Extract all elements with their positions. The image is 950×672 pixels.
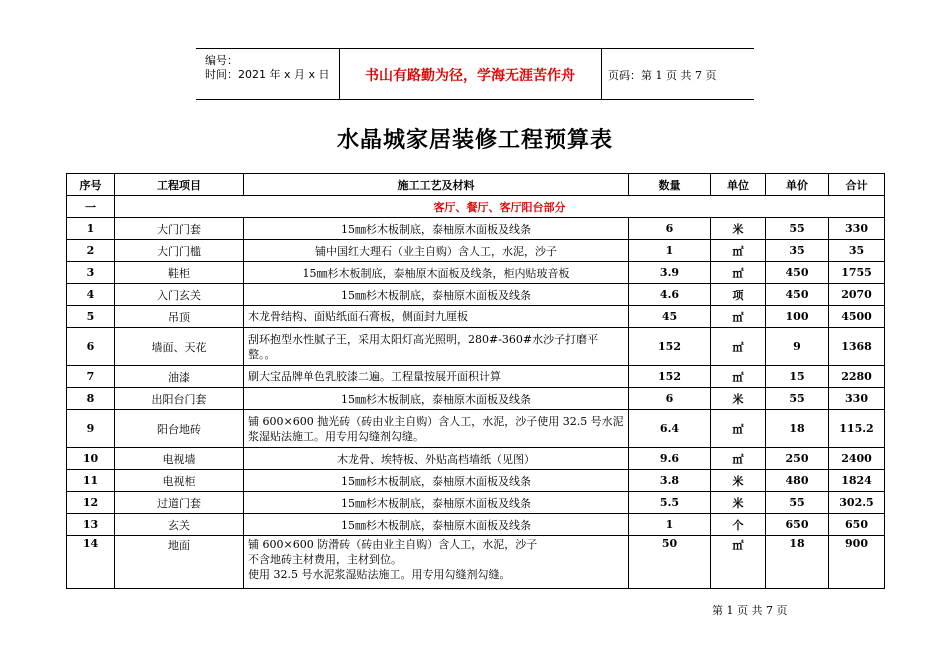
document-date: 时间：2021 年 x 月 x 日 (205, 68, 330, 81)
row-total: 4500 (829, 306, 885, 328)
row-unit-price: 450 (766, 284, 829, 306)
row-total: 900 (829, 536, 885, 589)
row-number: 4 (67, 284, 115, 306)
row-process: 15㎜杉木板制底，泰柚原木面板及线条 (244, 388, 629, 410)
column-header: 序号 (67, 174, 115, 196)
row-process: 15㎜杉木板制底，泰柚原木面板及线条，柜内贴玻音板 (244, 262, 629, 284)
row-process: 刷大宝品牌单色乳胶漆二遍。工程量按展开面积计算 (244, 366, 629, 388)
row-quantity: 9.6 (629, 448, 711, 470)
row-unit: ㎡ (711, 262, 766, 284)
row-process: 15㎜杉木板制底，泰柚原木面板及线条 (244, 218, 629, 240)
row-quantity: 50 (629, 536, 711, 589)
row-item: 电视柜 (115, 470, 244, 492)
row-item: 墙面、天花 (115, 328, 244, 366)
row-number: 2 (67, 240, 115, 262)
row-process: 15㎜杉木板制底，泰柚原木面板及线条 (244, 492, 629, 514)
row-item: 出阳台门套 (115, 388, 244, 410)
row-process: 15㎜杉木板制底，泰柚原木面板及线条 (244, 284, 629, 306)
row-unit: ㎡ (711, 328, 766, 366)
row-number: 5 (67, 306, 115, 328)
row-total: 1755 (829, 262, 885, 284)
footer-page-number: 第 1 页 共 7 页 (712, 604, 788, 617)
row-quantity: 152 (629, 366, 711, 388)
row-number: 11 (67, 470, 115, 492)
row-number: 13 (67, 514, 115, 536)
row-item: 阳台地砖 (115, 410, 244, 448)
budget-table (66, 173, 885, 589)
page-title: 水晶城家居装修工程预算表 (336, 127, 613, 153)
row-unit: ㎡ (711, 410, 766, 448)
row-quantity: 6 (629, 218, 711, 240)
column-header: 合计 (829, 174, 885, 196)
row-item: 地面 (115, 536, 244, 589)
table-row (67, 448, 885, 470)
row-process: 木龙骨、埃特板、外贴高档墙纸（见图） (244, 448, 629, 470)
table-row (67, 284, 885, 306)
header-motto: 书山有路勤为径，学海无涯苦作舟 (365, 68, 575, 84)
row-process: 木龙骨结构、面贴纸面石膏板，侧面封九厘板 (244, 306, 629, 328)
row-quantity: 6.4 (629, 410, 711, 448)
row-process: 铺中国红大理石（业主自购）含人工，水泥，沙子 (244, 240, 629, 262)
row-item: 入门玄关 (115, 284, 244, 306)
column-header: 单价 (766, 174, 829, 196)
document-number-label: 编号： (205, 54, 238, 67)
row-total: 302.5 (829, 492, 885, 514)
column-header: 工程项目 (115, 174, 244, 196)
column-header: 施工工艺及材料 (244, 174, 629, 196)
table-row (67, 240, 885, 262)
row-item: 过道门套 (115, 492, 244, 514)
row-quantity: 1 (629, 240, 711, 262)
document-header (196, 48, 754, 100)
row-quantity: 3.9 (629, 262, 711, 284)
row-process: 铺 600×600 抛光砖（砖由业主自购）含人工，水泥，沙子使用 32.5 号水泥浆湿贴法施工。用专用勾缝剂勾缝。 (244, 410, 629, 448)
row-unit: 米 (711, 218, 766, 240)
row-total: 1824 (829, 470, 885, 492)
row-number: 6 (67, 328, 115, 366)
row-unit: 米 (711, 388, 766, 410)
header-divider (601, 49, 602, 99)
row-number: 3 (67, 262, 115, 284)
row-number: 9 (67, 410, 115, 448)
table-row (67, 514, 885, 536)
row-unit-price: 100 (766, 306, 829, 328)
row-item: 大门门套 (115, 218, 244, 240)
row-quantity: 1 (629, 514, 711, 536)
table-row (67, 492, 885, 514)
process-line: 不含地砖主材费用，主材到位。 (248, 553, 402, 566)
row-number: 1 (67, 218, 115, 240)
table-row (67, 328, 885, 366)
row-unit-price: 480 (766, 470, 829, 492)
row-total: 2070 (829, 284, 885, 306)
row-unit-price: 55 (766, 492, 829, 514)
row-unit: 个 (711, 514, 766, 536)
row-quantity: 45 (629, 306, 711, 328)
table-row (67, 306, 885, 328)
header-page-number: 页码：第 1 页 共 7 页 (608, 69, 717, 82)
row-unit-price: 9 (766, 328, 829, 366)
row-item: 玄关 (115, 514, 244, 536)
row-item: 大门门槛 (115, 240, 244, 262)
table-header-row (67, 174, 885, 196)
row-unit-price: 650 (766, 514, 829, 536)
row-quantity: 4.6 (629, 284, 711, 306)
row-total: 650 (829, 514, 885, 536)
table-row (67, 218, 885, 240)
row-unit: ㎡ (711, 306, 766, 328)
row-unit-price: 450 (766, 262, 829, 284)
row-item: 油漆 (115, 366, 244, 388)
row-unit: ㎡ (711, 536, 766, 589)
section-row (67, 196, 885, 218)
row-unit: 米 (711, 470, 766, 492)
process-line: 使用 32.5 号水泥浆湿贴法施工。用专用勾缝剂勾缝。 (248, 568, 511, 581)
row-total: 2400 (829, 448, 885, 470)
row-unit-price: 18 (766, 536, 829, 589)
row-unit: 米 (711, 492, 766, 514)
table-row (67, 388, 885, 410)
row-number: 7 (67, 366, 115, 388)
table-row (67, 536, 885, 589)
table-row (67, 366, 885, 388)
row-unit-price: 35 (766, 240, 829, 262)
row-process (244, 536, 629, 589)
row-unit-price: 15 (766, 366, 829, 388)
section-number: 一 (67, 196, 115, 218)
row-unit: ㎡ (711, 448, 766, 470)
row-total: 330 (829, 388, 885, 410)
row-total: 115.2 (829, 410, 885, 448)
row-quantity: 152 (629, 328, 711, 366)
row-unit: 项 (711, 284, 766, 306)
row-unit-price: 18 (766, 410, 829, 448)
row-process: 15㎜杉木板制底，泰柚原木面板及线条 (244, 514, 629, 536)
row-total: 1368 (829, 328, 885, 366)
row-number: 8 (67, 388, 115, 410)
process-line: 铺 600×600 防滑砖（砖由业主自购）含人工，水泥，沙子 (248, 538, 538, 551)
column-header: 数量 (629, 174, 711, 196)
column-header: 单位 (711, 174, 766, 196)
row-quantity: 3.8 (629, 470, 711, 492)
row-item: 电视墙 (115, 448, 244, 470)
row-unit-price: 250 (766, 448, 829, 470)
section-title: 客厅、餐厅、客厅阳台部分 (115, 196, 885, 218)
table-row (67, 470, 885, 492)
table-row (67, 410, 885, 448)
row-unit-price: 55 (766, 218, 829, 240)
row-total: 2280 (829, 366, 885, 388)
row-item: 吊顶 (115, 306, 244, 328)
row-unit: ㎡ (711, 366, 766, 388)
row-quantity: 6 (629, 388, 711, 410)
row-process: 刮环抱型水性腻子王，采用太阳灯高光照明，280#-360#水沙子打磨平整。。 (244, 328, 629, 366)
row-number: 12 (67, 492, 115, 514)
table-row (67, 262, 885, 284)
row-item: 鞋柜 (115, 262, 244, 284)
row-unit-price: 55 (766, 388, 829, 410)
row-total: 330 (829, 218, 885, 240)
row-total: 35 (829, 240, 885, 262)
row-unit: ㎡ (711, 240, 766, 262)
row-quantity: 5.5 (629, 492, 711, 514)
row-number: 10 (67, 448, 115, 470)
row-number: 14 (67, 536, 115, 589)
row-process: 15㎜杉木板制底，泰柚原木面板及线条 (244, 470, 629, 492)
